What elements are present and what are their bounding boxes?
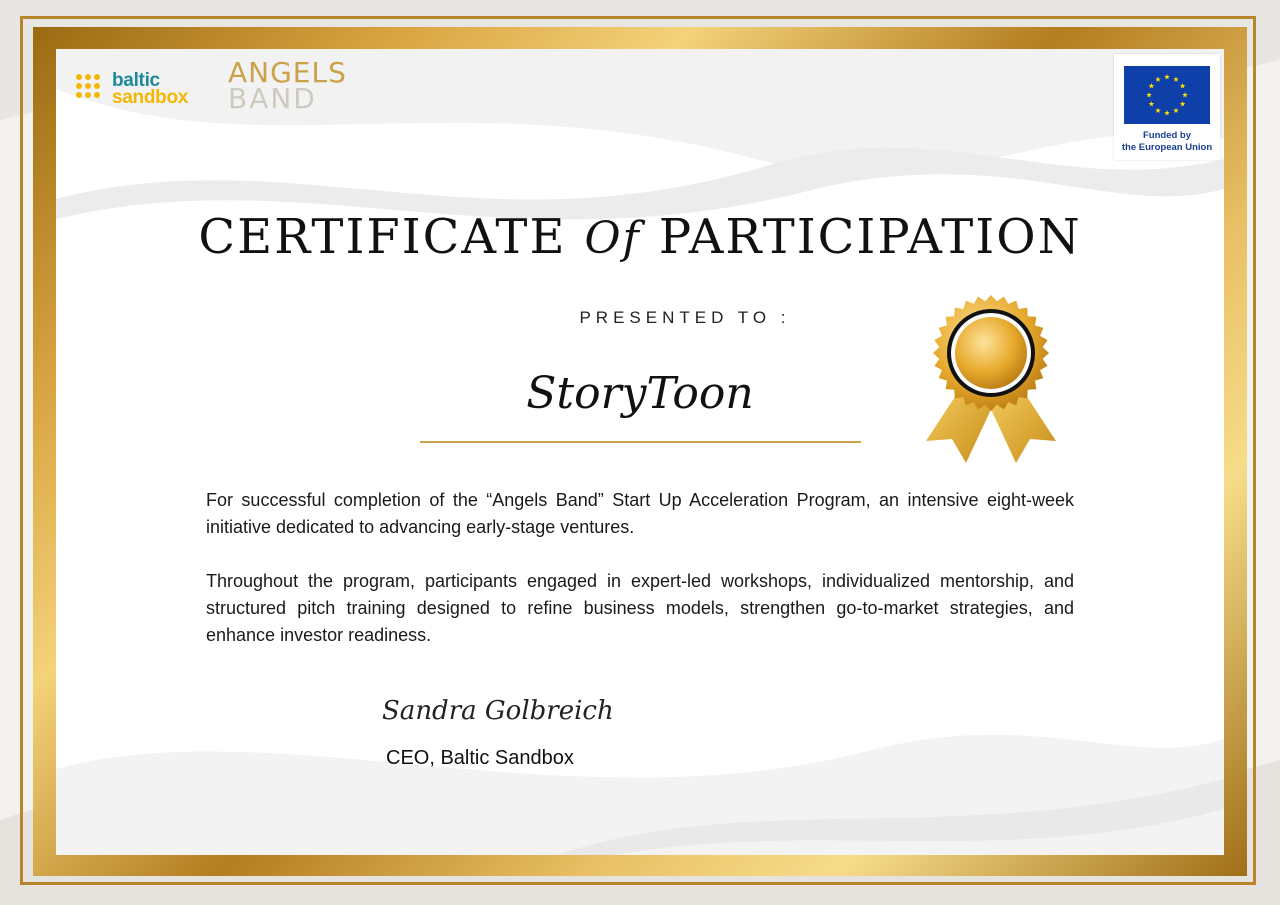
- paragraph-program-details: Throughout the program, participants engaged in expert-led workshops, individualized mentorship, and structured pitch training designed to refine business models, strengthen go-to-market strategies, and enhance investor readiness.: [206, 571, 1074, 645]
- title-word-certificate: CERTIFICATE: [198, 209, 567, 265]
- sandbox-logo-word: sandbox: [112, 87, 189, 108]
- certificate-paper: [56, 49, 1224, 855]
- eu-caption-line2: the European Union: [1121, 142, 1213, 153]
- paragraph-completion: For successful completion of the “Angels Band” Start Up Acceleration Program, an intensive eight-week initiative dedicated to advancing early-stage ventures.: [206, 490, 1074, 537]
- signer-title: CEO, Baltic Sandbox: [386, 747, 574, 769]
- presented-to-label: PRESENTED TO :: [579, 308, 791, 327]
- eu-flag-icon: [1124, 66, 1210, 124]
- baltic-logo-word: baltic: [112, 70, 160, 91]
- award-ribbon-icon: [916, 291, 1066, 473]
- certificate-title: [56, 207, 1224, 267]
- band-logo-word: BAND: [228, 82, 317, 115]
- signature: Sandra Golbreich: [382, 696, 614, 726]
- eu-caption-line1: Funded by: [1142, 130, 1192, 141]
- baltic-dots-icon: [76, 74, 108, 104]
- baltic-sandbox-logo: [76, 69, 206, 109]
- recipient-underline: [420, 441, 861, 443]
- title-word-participation: PARTICIPATION: [658, 209, 1082, 265]
- angels-band-logo: [228, 57, 358, 113]
- eu-funding-badge: [1114, 54, 1220, 160]
- recipient-name: StoryToon: [526, 368, 754, 419]
- title-word-of: Of: [584, 213, 641, 264]
- angels-logo-word: ANGELS: [228, 56, 347, 89]
